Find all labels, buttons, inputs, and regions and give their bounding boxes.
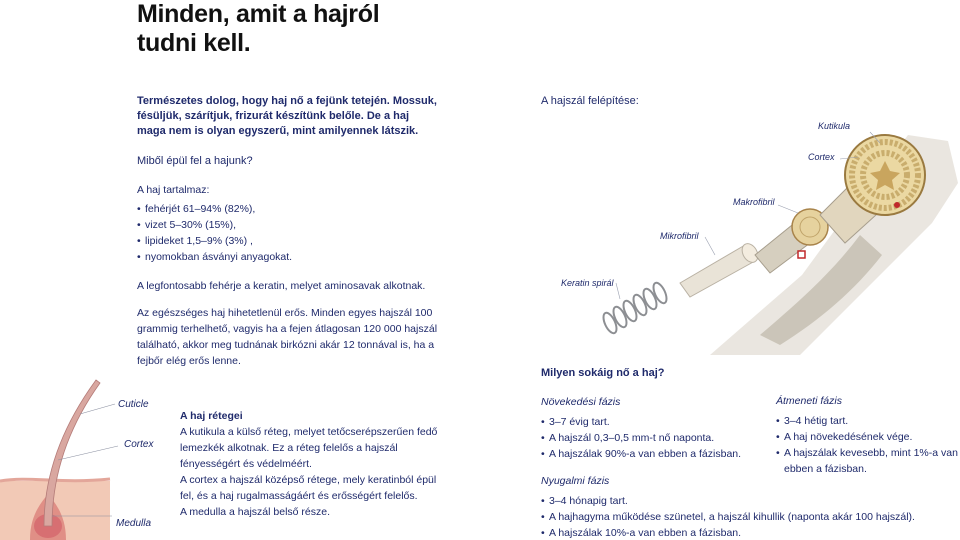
layers-paragraph: A kutikula a külső réteg, melyet tetőcserépszerűen fedő lemezkék alkotnak. Ez a réteg felelős a hajszál fényességért és védelméért. [180,426,438,470]
phase-list [541,493,951,540]
intro-paragraph: Természetes dolog, hogy haj nő a fejünk tetején. Mossuk, fésüljük, szárítjuk, frizurát készítünk belőle. De a haj maga nem is olyan egyszerű, mint amilyennek látszik. [137,95,437,137]
phase-item: • 3–4 hétig tart. [776,413,958,429]
composition-item: • vizet 5–30% (15%), [137,217,437,233]
keratin-spiral-icon [601,281,669,335]
label-mikrofibril: Mikrofibril [660,231,699,241]
phase-name: Növekedési fázis [541,396,621,408]
phase-item: • A haj növekedésének vége. [776,429,958,445]
label-medulla: Medulla [116,518,152,529]
composition-list [137,201,437,265]
phase-item: • A hajszálak 90%-a van ebben a fázisban. [541,446,761,462]
composition-item: • fehérjét 61–94% (82%), [137,201,437,217]
phase-name: Nyugalmi fázis [541,475,610,487]
phase-item: • 3–7 évig tart. [541,414,761,430]
phase-name: Átmeneti fázis [776,395,842,407]
phase-item: • A hajhagyma működése szünetel, a hajszál kihullik (naponta akár 100 hajszál). [541,509,951,525]
keratin-note: A legfontosabb fehérje a keratin, melyet aminosavak alkotnak. [137,280,426,292]
label-makrofibril: Makrofibril [733,197,775,207]
phase-item: • A hajszálak 10%-a van ebben a fázisban. [541,525,951,540]
layers-section [180,408,445,520]
label-kutikula: Kutikula [818,121,851,131]
layers-paragraph: A cortex a hajszál középső rétege, mely keratinból épül fel, és a haj rugalmasságáért és erősségért felelős. [180,474,437,502]
phase-item: • A hajszál 0,3–0,5 mm-t nő naponta. [541,430,761,446]
page-title [137,0,379,58]
composition-question: Miből épül fel a hajunk? [137,155,253,167]
label-cortex-layer: Cortex [124,439,154,450]
layers-paragraph: A medulla a hajszál belső része. [180,506,330,518]
page-title-line-1: Minden, amit a hajról [137,0,380,28]
phase-list [541,414,761,462]
page-title-line-2: tudni kell. [137,29,251,57]
composition-contains-label: A haj tartalmaz: [137,184,210,196]
strength-text: Minden egyes hajszál 100 grammig terhelhető, vagyis ha a fejen átlagosan 120 000 hajszál található, akkor meg tudnának birkózni akár 12 tonnával is, ha a fejbőr elég erős lenne. [137,307,438,367]
strength-heading: Az egészséges haj hihetetlenül erős. [137,307,309,319]
layers-heading: A haj rétegei [180,410,243,422]
growth-question: Milyen sokáig nő a haj? [541,367,665,379]
phase-list [776,413,958,477]
strength-block [137,305,447,369]
structure-heading: A hajszál felépítése: [541,95,639,107]
label-cortex-structure: Cortex [808,152,835,162]
composition-item: • lipideket 1,5–9% (3%) , [137,233,437,249]
composition-item: • nyomokban ásványi anyagokat. [137,249,437,265]
phase-item: • 3–4 hónapig tart. [541,493,951,509]
hair-layers-illustration [0,376,120,540]
phase-item: • A hajszálak kevesebb, mint 1%-a van ebben a fázisban. [776,445,958,477]
hair-structure-illustration [540,105,960,355]
label-cuticle: Cuticle [118,399,149,410]
label-keratin-spiral: Keratin spirál [561,278,614,288]
